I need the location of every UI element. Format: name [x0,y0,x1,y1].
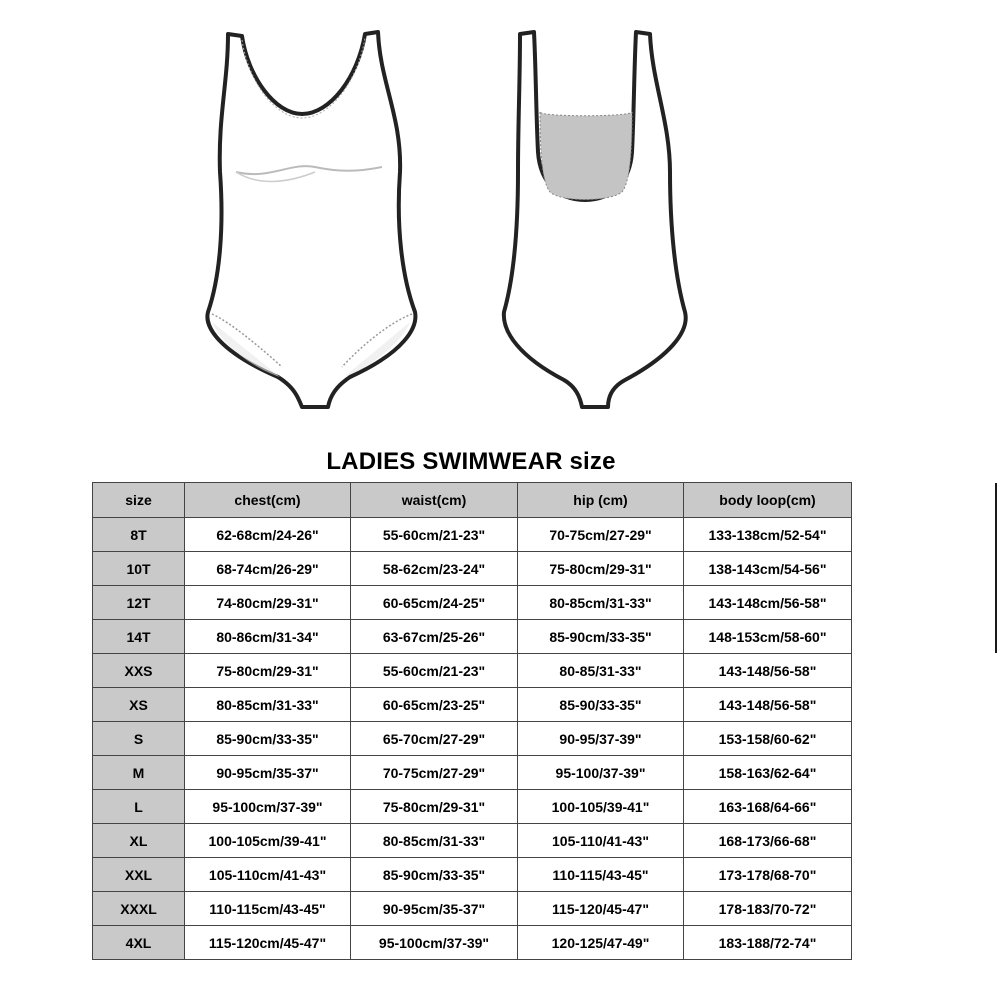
chest-cell: 68-74cm/26-29" [185,552,351,586]
table-header [93,483,852,518]
chest-cell: 110-115cm/43-45" [185,892,351,926]
header-size: size [93,483,185,518]
size-table [92,482,852,960]
waist-cell: 95-100cm/37-39" [351,926,518,960]
table-row [93,756,852,790]
table-row [93,552,852,586]
back-swimsuit-view [504,32,686,407]
edge-divider [995,483,997,653]
waist-cell: 55-60cm/21-23" [351,654,518,688]
waist-cell: 65-70cm/27-29" [351,722,518,756]
body-loop-cell: 143-148/56-58" [684,688,852,722]
size-cell: XS [93,688,185,722]
hip-cell: 90-95/37-39" [518,722,684,756]
table-row [93,892,852,926]
body-loop-cell: 148-153cm/58-60" [684,620,852,654]
body-loop-cell: 143-148/56-58" [684,654,852,688]
waist-cell: 58-62cm/23-24" [351,552,518,586]
hip-cell: 110-115/43-45" [518,858,684,892]
body-loop-cell: 163-168/64-66" [684,790,852,824]
hip-cell: 80-85cm/31-33" [518,586,684,620]
chest-cell: 90-95cm/35-37" [185,756,351,790]
waist-cell: 85-90cm/33-35" [351,858,518,892]
hip-cell: 75-80cm/29-31" [518,552,684,586]
header-row [93,483,852,518]
size-cell: L [93,790,185,824]
chest-cell: 105-110cm/41-43" [185,858,351,892]
chart-title: LADIES SWIMWEAR size [326,448,616,475]
chest-cell: 62-68cm/24-26" [185,518,351,552]
header-waist: waist(cm) [351,483,518,518]
body-loop-cell: 143-148cm/56-58" [684,586,852,620]
table-row [93,824,852,858]
chest-cell: 80-85cm/31-33" [185,688,351,722]
hip-cell: 100-105/39-41" [518,790,684,824]
waist-cell: 90-95cm/35-37" [351,892,518,926]
waist-cell: 60-65cm/23-25" [351,688,518,722]
size-cell: XL [93,824,185,858]
table-row [93,926,852,960]
table-row [93,654,852,688]
body-loop-cell: 133-138cm/52-54" [684,518,852,552]
body-loop-cell: 138-143cm/54-56" [684,552,852,586]
chest-cell: 75-80cm/29-31" [185,654,351,688]
table-row [93,620,852,654]
hip-cell: 80-85/31-33" [518,654,684,688]
hip-cell: 105-110/41-43" [518,824,684,858]
body-loop-cell: 173-178/68-70" [684,858,852,892]
chest-cell: 74-80cm/29-31" [185,586,351,620]
waist-cell: 70-75cm/27-29" [351,756,518,790]
hip-cell: 70-75cm/27-29" [518,518,684,552]
size-cell: S [93,722,185,756]
waist-cell: 63-67cm/25-26" [351,620,518,654]
swimsuit-illustration [190,22,730,417]
header-chest: chest(cm) [185,483,351,518]
table-row [93,722,852,756]
chest-cell: 115-120cm/45-47" [185,926,351,960]
hip-cell: 95-100/37-39" [518,756,684,790]
size-cell: 10T [93,552,185,586]
table-row [93,518,852,552]
size-cell: XXXL [93,892,185,926]
hip-cell: 120-125/47-49" [518,926,684,960]
body-loop-cell: 168-173/66-68" [684,824,852,858]
hip-cell: 115-120/45-47" [518,892,684,926]
table-row [93,858,852,892]
waist-cell: 55-60cm/21-23" [351,518,518,552]
size-cell: 4XL [93,926,185,960]
waist-cell: 80-85cm/31-33" [351,824,518,858]
size-cell: 14T [93,620,185,654]
waist-cell: 60-65cm/24-25" [351,586,518,620]
chest-cell: 85-90cm/33-35" [185,722,351,756]
hip-cell: 85-90cm/33-35" [518,620,684,654]
size-cell: XXS [93,654,185,688]
body-loop-cell: 153-158/60-62" [684,722,852,756]
waist-cell: 75-80cm/29-31" [351,790,518,824]
table-row [93,688,852,722]
header-body-loop: body loop(cm) [684,483,852,518]
size-cell: M [93,756,185,790]
chest-cell: 80-86cm/31-34" [185,620,351,654]
body-loop-cell: 178-183/70-72" [684,892,852,926]
size-cell: 8T [93,518,185,552]
body-loop-cell: 183-188/72-74" [684,926,852,960]
size-cell: 12T [93,586,185,620]
chest-cell: 95-100cm/37-39" [185,790,351,824]
header-hip: hip (cm) [518,483,684,518]
table-row [93,790,852,824]
body-loop-cell: 158-163/62-64" [684,756,852,790]
size-cell: XXL [93,858,185,892]
chest-cell: 100-105cm/39-41" [185,824,351,858]
table-body [93,518,852,960]
hip-cell: 85-90/33-35" [518,688,684,722]
front-swimsuit-view [207,32,415,407]
table-row [93,586,852,620]
